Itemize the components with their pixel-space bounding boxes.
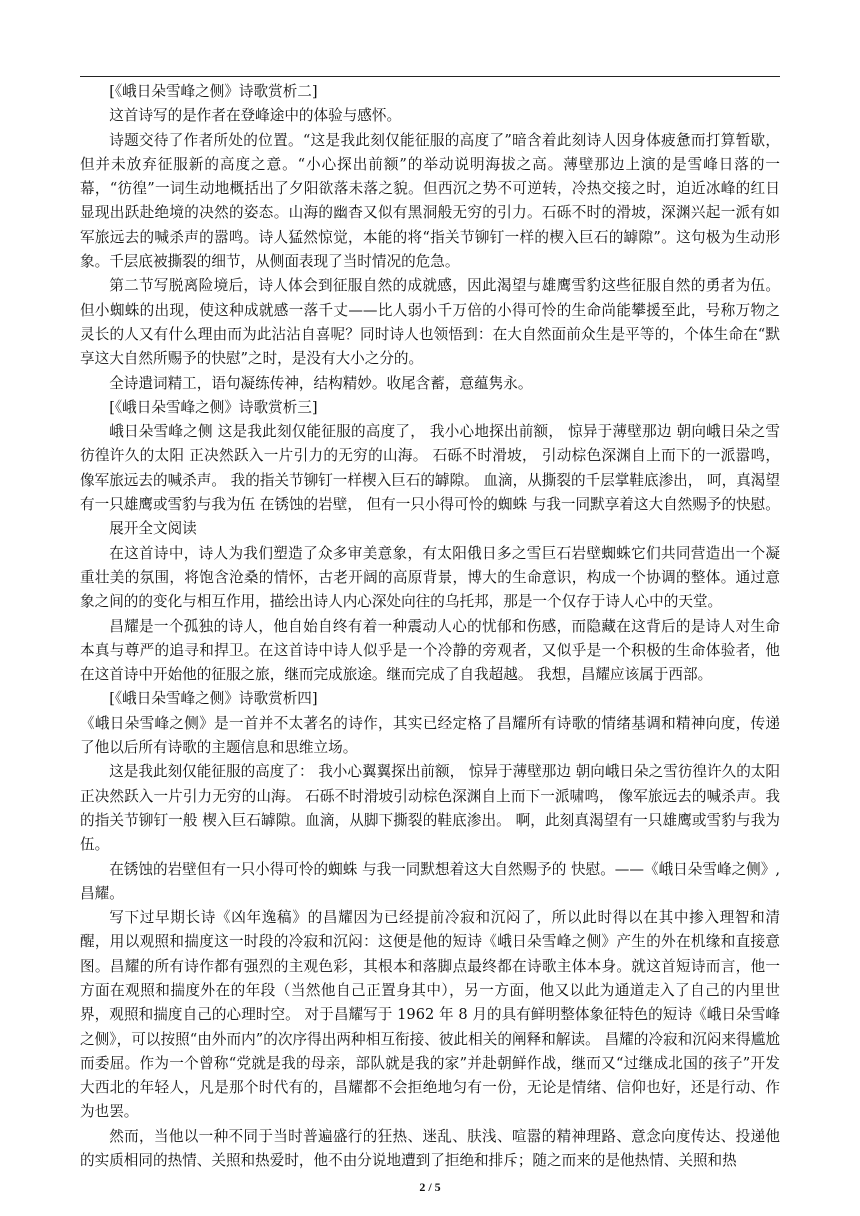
header-rule [80, 76, 780, 77]
page-number: 2 / 5 [419, 1180, 441, 1194]
poem-paragraph: 峨日朵雪峰之侧 这是我此刻仅能征服的高度了， 我小心地探出前额， 惊异于薄壁那边 朝向峨日朵之雪彷徨许久的太阳 正决然跃入一片引力的无穷的山海。 石砾不时滑坡， 引动棕色深渊自上而下的一派嚣鸣， 像军旅远去的喊杀声。 我的指关节铆钉一样楔入巨石的罅隙。 血滴，从撕裂的千层掌鞋底渗出， 呵，真渴望有一只雄鹰或雪豹与我为伍 在锈蚀的岩壁， 但有一只小得可怜的蜘蛛 与我一同默享着这大自然赐予的快慰。 [80, 423, 780, 514]
paragraph: 然而，当他以一种不同于当时普遍盛行的狂热、迷乱、肤浅、喧嚣的精神理路、意念向度传达、投递他的实质相同的热情、关照和热爱时，他不由分说地遭到了拒绝和排斥；随之而来的是他热情、关照和热 [80, 1127, 780, 1170]
paragraph: 第二节写脱离险境后，诗人体会到征服自然的成就感，因此渴望与雄鹰雪豹这些征服自然的勇者为伍。但小蜘蛛的出现，使这种成就感一落千丈——比人弱小千万倍的小得可怜的生命尚能攀援至此，号称万物之灵长的人又有什么理由而为此沾沾自喜呢？同时诗人也领悟到：在大自然面前众生是平等的，个体生命在“默享这大自然所赐予的快慰”之时，是没有大小之分的。 [80, 277, 780, 368]
poem-paragraph: 这是我此刻仅能征服的高度了： 我小心翼翼探出前额， 惊异于薄壁那边 朝向峨日朵之雪彷徨许久的太阳 正决然跃入一片引力无穷的山海。 石砾不时滑坡引动棕色深渊自上而下一派啸鸣， 像军旅远去的喊杀声。我的指关节铆钉一般 楔入巨石罅隙。血滴，从脚下撕裂的鞋底渗出。 啊，此刻真渴望有一只雄鹰或雪豹与我为伍。 [80, 763, 780, 854]
paragraph: 写下过早期长诗《凶年逸稿》的昌耀因为已经提前冷寂和沉闷了，所以此时得以在其中掺入理智和清醒，用以观照和揣度这一时段的冷寂和沉闷：这便是他的短诗《峨日朵雪峰之侧》产生的外在机缘和直接意图。昌耀的所有诗作都有强烈的主观色彩，其根本和落脚点最终都在诗歌主体本身。就这首短诗而言，他一方面在观照和揣度外在的年段（当然他自己正置身其中），另一方面，他又以此为通道走入了自己的内里世界，观照和揣度自己的心理时空。 对于昌耀写于 1962 年 8 月的具有鲜明整体象征特色的短诗《峨日朵雪峰之侧》，可以按照“由外而内”的次序得出两种相互衔接、彼此相关的阐释和解读。 昌耀的冷寂和沉闷来得尴尬而委屈。作为一个曾称“党就是我的母亲，部队就是我的家”并赴朝鲜作战，继而又“过继成北国的孩子”开发大西北的年轻人，凡是那个时代有的，昌耀都不会拒绝地匀有一份，无论是情绪、信仰也好，还是行动、作为也罢。 [80, 909, 780, 1121]
section-heading: [《峨日朵雪峰之侧》诗歌赏析四] [109, 690, 318, 708]
section-heading: [《峨日朵雪峰之侧》诗歌赏析三] [109, 398, 318, 416]
paragraph: 《峨日朵雪峰之侧》是一首并不太著名的诗作，其实已经定格了昌耀所有诗歌的情绪基调和精神向度，传递了他以后所有诗歌的主题信息和思维立场。 [80, 714, 780, 757]
body-text [80, 80, 780, 1173]
paragraph: 昌耀是一个孤独的诗人，他自始自终有着一种震动人心的忧郁和伤感，而隐藏在这背后的是诗人对生命本真与尊严的追寻和捍卫。在这首诗中诗人似乎是一个冷静的旁观者，又似乎是一个积极的生命体验者，他在这首诗中开始他的征服之旅，继而完成旅途。继而完成了自我超越。 我想，昌耀应该属于西部。 [80, 617, 780, 684]
paragraph: 这首诗写的是作者在登峰途中的体验与感怀。 [109, 107, 402, 125]
expand-full-text-label: 展开全文阅读 [109, 520, 197, 538]
paragraph: 诗题交待了作者所处的位置。“这是我此刻仅能征服的高度了”暗含着此刻诗人因身体疲惫而打算暂歇，但并未放弃征服新的高度之意。“小心探出前额”的举动说明海拔之高。薄壁那边上演的是雪峰日落的一幕，“彷徨”一词生动地概括出了夕阳欲落未落之貌。但西沉之势不可逆转，冷热交接之时，迫近冰峰的红日显现出跃赴绝境的决然的姿态。山海的幽杳又似有黑洞般无穷的引力。石砾不时的滑坡，深渊兴起一派有如军旅远去的喊杀声的嚣鸣。诗人猛然惊觉，本能的将“指关节铆钉一样的楔入巨石的罅隙”。这句极为生动形象。千层底被撕裂的细节，从侧面表现了当时情况的危急。 [80, 131, 780, 271]
paragraph: 在这首诗中，诗人为我们塑造了众多审美意象，有太阳俄日多之雪巨石岩壁蜘蛛它们共同营造出一个凝重壮美的氛围，将饱含沧桑的情怀，古老开阔的高原背景，博大的生命意识，构成一个协调的整体。通过意象之间的的变化与相互作用，描绘出诗人内心深处向往的乌托邦，那是一个仅存于诗人心中的天堂。 [80, 544, 780, 611]
paragraph: 全诗遣词精工，语句凝练传神，结构精妙。收尾含蓄，意蕴隽永。 [109, 374, 533, 392]
section-heading: [《峨日朵雪峰之侧》诗歌赏析二] [109, 83, 318, 100]
poem-paragraph: 在锈蚀的岩壁但有一只小得可怜的蜘蛛 与我一同默想着这大自然赐予的 快慰。——《峨日朵雪峰之侧》,昌耀。 [80, 860, 780, 902]
